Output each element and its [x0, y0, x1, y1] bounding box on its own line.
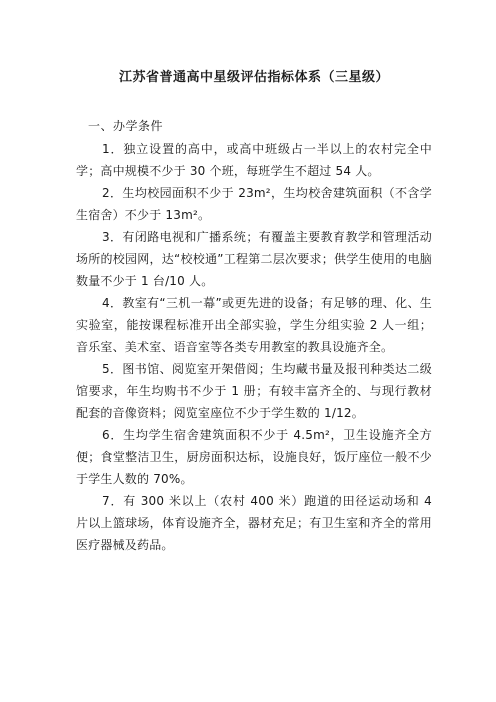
paragraph-7: 7．有 300 米以上（农村 400 米）跑道的田径运动场和 4 片以上篮球场，体育设施齐全，器材充足；有卫生室和齐全的常用医疗器械及药品。: [76, 494, 432, 552]
paragraph-3: 3．有闭路电视和广播系统；有覆盖主要教育教学和管理活动场所的校园网，达“校校通”工程第二层次要求；供学生使用的电脑数量不少于 1 台/10 人。: [76, 230, 432, 288]
section-heading: 一、办学条件: [88, 119, 164, 133]
document-title: 江苏省普通高中星级评估指标体系（三星级）: [118, 70, 389, 85]
paragraph-5: 5．图书馆、阅览室开架借阅；生均藏书量及报刊种类达二级馆要求，年生均购书不少于 1 册；有较丰富齐全的、与现行教材配套的音像资料；阅览室座位不少于学生数的 1/12。: [76, 362, 432, 420]
paragraph-2: 2．生均校园面积不少于 23m²，生均校舍建筑面积（不含学生宿舍）不少于 13m²。: [76, 186, 432, 222]
paragraph-6: 6．生均学生宿舍建筑面积不少于 4.5m²，卫生设施齐全方便；食堂整洁卫生，厨房面积达标，设施良好，饭厅座位一般不少于学生人数的 70%。: [76, 428, 432, 486]
paragraph-1: 1．独立设置的高中，或高中班级占一半以上的农村完全中学；高中规模不少于 30 个班，每班学生不超过 54 人。: [76, 142, 432, 178]
paragraph-4: 4．教室有“三机一幕”或更先进的设备；有足够的理、化、生实验室，能按课程标准开出全部实验，学生分组实验 2 人一组；音乐室、美术室、语音室等各类专用教室的教具设施齐全。: [76, 296, 432, 354]
